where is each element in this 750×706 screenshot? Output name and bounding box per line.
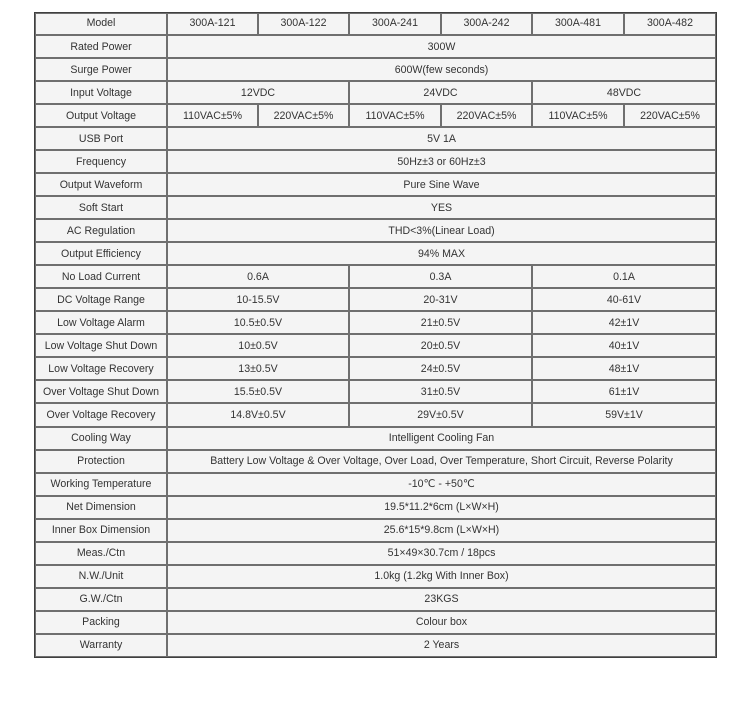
spec-row — [35, 219, 716, 242]
row-label: DC Voltage Range — [35, 288, 167, 311]
value-cell: -10℃ - +50℃ — [167, 473, 716, 496]
value-cell: 0.6A — [167, 265, 349, 288]
value-cell: 2 Years — [167, 634, 716, 657]
value-cell: 220VAC±5% — [441, 104, 532, 127]
value-cell: 110VAC±5% — [349, 104, 441, 127]
row-label: Warranty — [35, 634, 167, 657]
row-label: Meas./Ctn — [35, 542, 167, 565]
spec-row — [35, 104, 716, 127]
value-cell: 94% MAX — [167, 242, 716, 265]
row-label: Output Waveform — [35, 173, 167, 196]
row-label: Packing — [35, 611, 167, 634]
row-label: Low Voltage Recovery — [35, 357, 167, 380]
value-cell: 25.6*15*9.8cm (L×W×H) — [167, 519, 716, 542]
spec-row — [35, 542, 716, 565]
row-label: Inner Box Dimension — [35, 519, 167, 542]
spec-row — [35, 403, 716, 426]
row-label: Working Temperature — [35, 473, 167, 496]
value-cell: 110VAC±5% — [167, 104, 258, 127]
value-cell: 20-31V — [349, 288, 532, 311]
spec-row — [35, 450, 716, 473]
spec-row — [35, 58, 716, 81]
value-cell: 61±1V — [532, 380, 716, 403]
row-label: Model — [35, 13, 167, 35]
value-cell: 19.5*11.2*6cm (L×W×H) — [167, 496, 716, 519]
spec-row — [35, 519, 716, 542]
value-cell: YES — [167, 196, 716, 219]
value-cell: 31±0.5V — [349, 380, 532, 403]
row-label: AC Regulation — [35, 219, 167, 242]
value-cell: 14.8V±0.5V — [167, 403, 349, 426]
spec-row — [35, 634, 716, 657]
spec-row — [35, 81, 716, 104]
spec-row — [35, 242, 716, 265]
spec-row — [35, 357, 716, 380]
model-row — [35, 13, 716, 35]
value-cell: 10.5±0.5V — [167, 311, 349, 334]
spec-row — [35, 173, 716, 196]
row-label: Output Efficiency — [35, 242, 167, 265]
spec-row — [35, 35, 716, 58]
value-cell: 0.3A — [349, 265, 532, 288]
value-cell: 48±1V — [532, 357, 716, 380]
value-cell: THD<3%(Linear Load) — [167, 219, 716, 242]
row-label: Low Voltage Alarm — [35, 311, 167, 334]
value-cell: 50Hz±3 or 60Hz±3 — [167, 150, 716, 173]
value-cell: 40-61V — [532, 288, 716, 311]
spec-row — [35, 127, 716, 150]
spec-row — [35, 380, 716, 403]
value-cell: 15.5±0.5V — [167, 380, 349, 403]
spec-row — [35, 311, 716, 334]
spec-row — [35, 611, 716, 634]
value-cell: 21±0.5V — [349, 311, 532, 334]
row-label: Net Dimension — [35, 496, 167, 519]
row-label: Output Voltage — [35, 104, 167, 127]
value-cell: 13±0.5V — [167, 357, 349, 380]
spec-row — [35, 334, 716, 357]
value-cell: 20±0.5V — [349, 334, 532, 357]
value-cell: 48VDC — [532, 81, 716, 104]
spec-row — [35, 150, 716, 173]
value-cell: 10-15.5V — [167, 288, 349, 311]
value-cell: 1.0kg (1.2kg With Inner Box) — [167, 565, 716, 588]
value-cell: 23KGS — [167, 588, 716, 611]
value-cell: Intelligent Cooling Fan — [167, 427, 716, 450]
model-cell: 300A-242 — [441, 13, 532, 35]
value-cell: 40±1V — [532, 334, 716, 357]
value-cell: 51×49×30.7cm / 18pcs — [167, 542, 716, 565]
value-cell: 0.1A — [532, 265, 716, 288]
row-label: Low Voltage Shut Down — [35, 334, 167, 357]
row-label: Surge Power — [35, 58, 167, 81]
value-cell: 12VDC — [167, 81, 349, 104]
value-cell: 42±1V — [532, 311, 716, 334]
value-cell: Pure Sine Wave — [167, 173, 716, 196]
row-label: Rated Power — [35, 35, 167, 58]
row-label: Input Voltage — [35, 81, 167, 104]
value-cell: 110VAC±5% — [532, 104, 624, 127]
row-label: Over Voltage Recovery — [35, 403, 167, 426]
model-cell: 300A-122 — [258, 13, 349, 35]
value-cell: 10±0.5V — [167, 334, 349, 357]
value-cell: 5V 1A — [167, 127, 716, 150]
model-cell: 300A-482 — [624, 13, 716, 35]
spec-row — [35, 427, 716, 450]
row-label: USB Port — [35, 127, 167, 150]
spec-row — [35, 265, 716, 288]
spec-row — [35, 565, 716, 588]
row-label: N.W./Unit — [35, 565, 167, 588]
row-label: Frequency — [35, 150, 167, 173]
row-label: Cooling Way — [35, 427, 167, 450]
row-label: Protection — [35, 450, 167, 473]
value-cell: 59V±1V — [532, 403, 716, 426]
model-cell: 300A-121 — [167, 13, 258, 35]
model-cell: 300A-241 — [349, 13, 441, 35]
row-label: G.W./Ctn — [35, 588, 167, 611]
spec-row — [35, 473, 716, 496]
value-cell: 29V±0.5V — [349, 403, 532, 426]
row-label: No Load Current — [35, 265, 167, 288]
spec-row — [35, 496, 716, 519]
spec-row — [35, 196, 716, 219]
value-cell: Colour box — [167, 611, 716, 634]
value-cell: 300W — [167, 35, 716, 58]
value-cell: 24±0.5V — [349, 357, 532, 380]
model-cell: 300A-481 — [532, 13, 624, 35]
value-cell: Battery Low Voltage & Over Voltage, Over Load, Over Temperature, Short Circuit, Reverse Polarity — [167, 450, 716, 473]
spec-row — [35, 288, 716, 311]
value-cell: 220VAC±5% — [624, 104, 716, 127]
value-cell: 220VAC±5% — [258, 104, 349, 127]
value-cell: 600W(few seconds) — [167, 58, 716, 81]
value-cell: 24VDC — [349, 81, 532, 104]
spec-table — [34, 12, 717, 658]
row-label: Soft Start — [35, 196, 167, 219]
spec-row — [35, 588, 716, 611]
row-label: Over Voltage Shut Down — [35, 380, 167, 403]
